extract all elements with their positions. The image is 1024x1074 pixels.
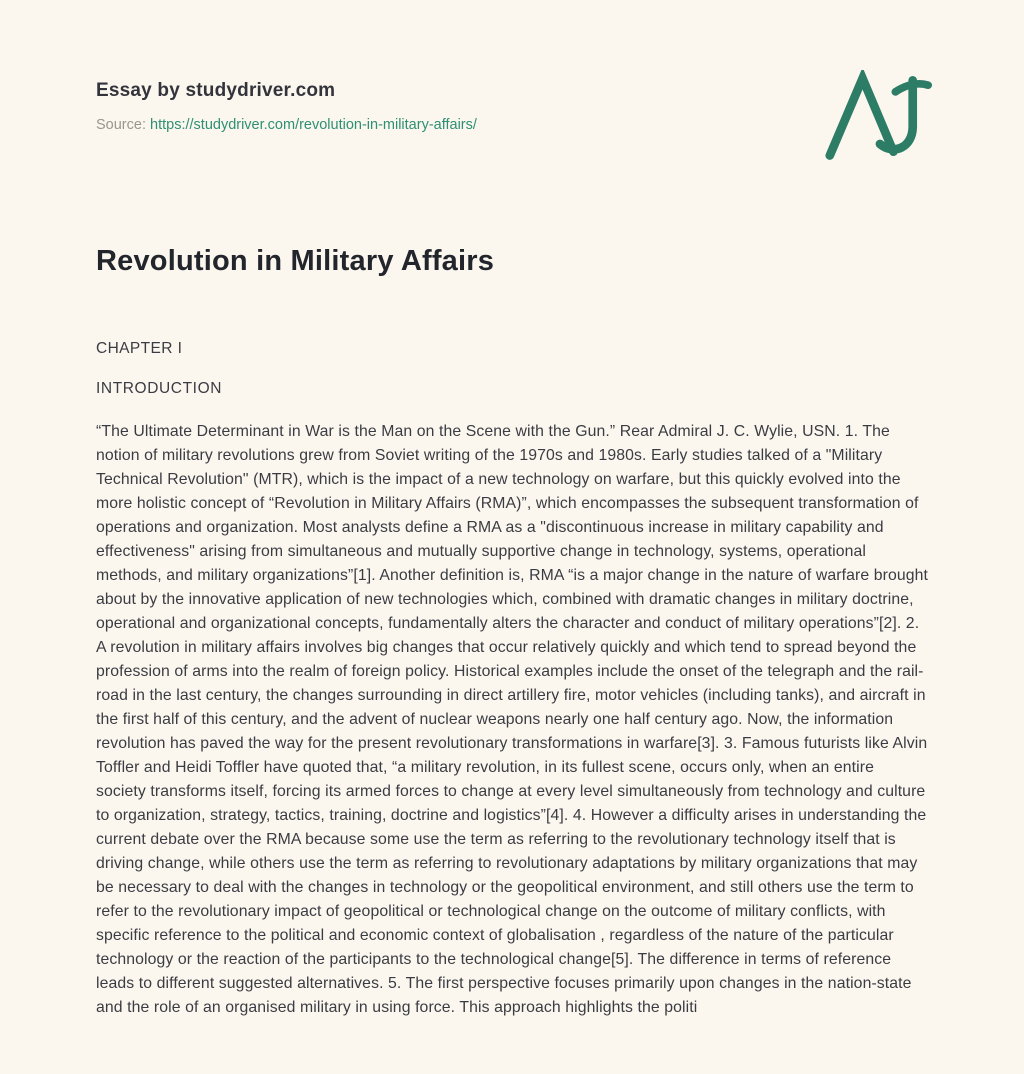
source-row [96, 117, 928, 133]
section-heading: INTRODUCTION [96, 380, 223, 397]
essay-body: “The Ultimate Determinant in War is the Man on the Scene with the Gun.” Rear Admiral J. C. Wylie, USN. 1. The notion of military revolutions grew from Soviet writing of the 1970s and 1980s. Early studies talked of a "Military Technical Revolution" (MTR), which is the impact of a new technology on warfare, but this quickly evolved into the more holistic concept of “Revolution in Military Affairs (RMA)”, which encompasses the subsequent transformation of operations and organization. Most analysts define a RMA as a "discontinuous increase in military capability and effectiveness" arising from simultaneous and mutually supportive change in technology, systems, operational methods, and military organizations”[1]. Another definition is, RMA “is a major change in the nature of warfare brought about by the innovative application of new technologies which, combined with dramatic changes in military doctrine, operational and organizational concepts, fundamentally alters the character and conduct of military operations”[2]. 2. A revolution in military affairs involves big changes that occur relatively quickly and which tend to spread beyond the profession of arms into the realm of foreign policy. Historical examples include the onset of the telegraph and the rail-road in the last century, the changes surrounding in direct artillery fire, motor vehicles (including tanks), and aircraft in the first half of this century, and the advent of nuclear weapons nearly one half century ago. Now, the information revolution has paved the way for the present revolutionary transformations in warfare[3]. 3. Famous futurists like Alvin Toffler and Heidi Toffler have quoted that, “a military revolution, in its fullest scene, occurs only, when an entire society transforms itself, forcing its armed forces to change at every level simultaneously from technology and culture to organization, strategy, tactics, training, doctrine and logistics”[4]. 4. However a difficulty arises in understanding the current debate over the RMA because some use the term as referring to the revolutionary technology itself that is driving change, while others use the term as referring to revolutionary adaptations by military organizations that may be necessary to deal with the changes in technology or the geopolitical environment, and still others use the term to refer to the revolutionary impact of geopolitical or technological change on the outcome of military conflicts, with specific reference to the political and economic context of globalisation , regardless of the nature of the particular technology or the reaction of the participants to the technological change[5]. The difference in terms of reference leads to different suggested alternatives. 5. The first perspective focuses primarily upon changes in the nation-state and the role of an organised military in using force. This approach highlights the politi [96, 423, 929, 1016]
aj-logo-icon [824, 70, 932, 162]
page-title: Revolution in Military Affairs [96, 245, 495, 277]
byline: Essay by studydriver.com [96, 80, 336, 101]
source-label: Source: [96, 117, 146, 133]
studydriver-logo [824, 70, 932, 162]
source-link[interactable]: https://studydriver.com/revolution-in-military-affairs/ [150, 117, 477, 133]
chapter-heading: CHAPTER I [96, 340, 183, 357]
